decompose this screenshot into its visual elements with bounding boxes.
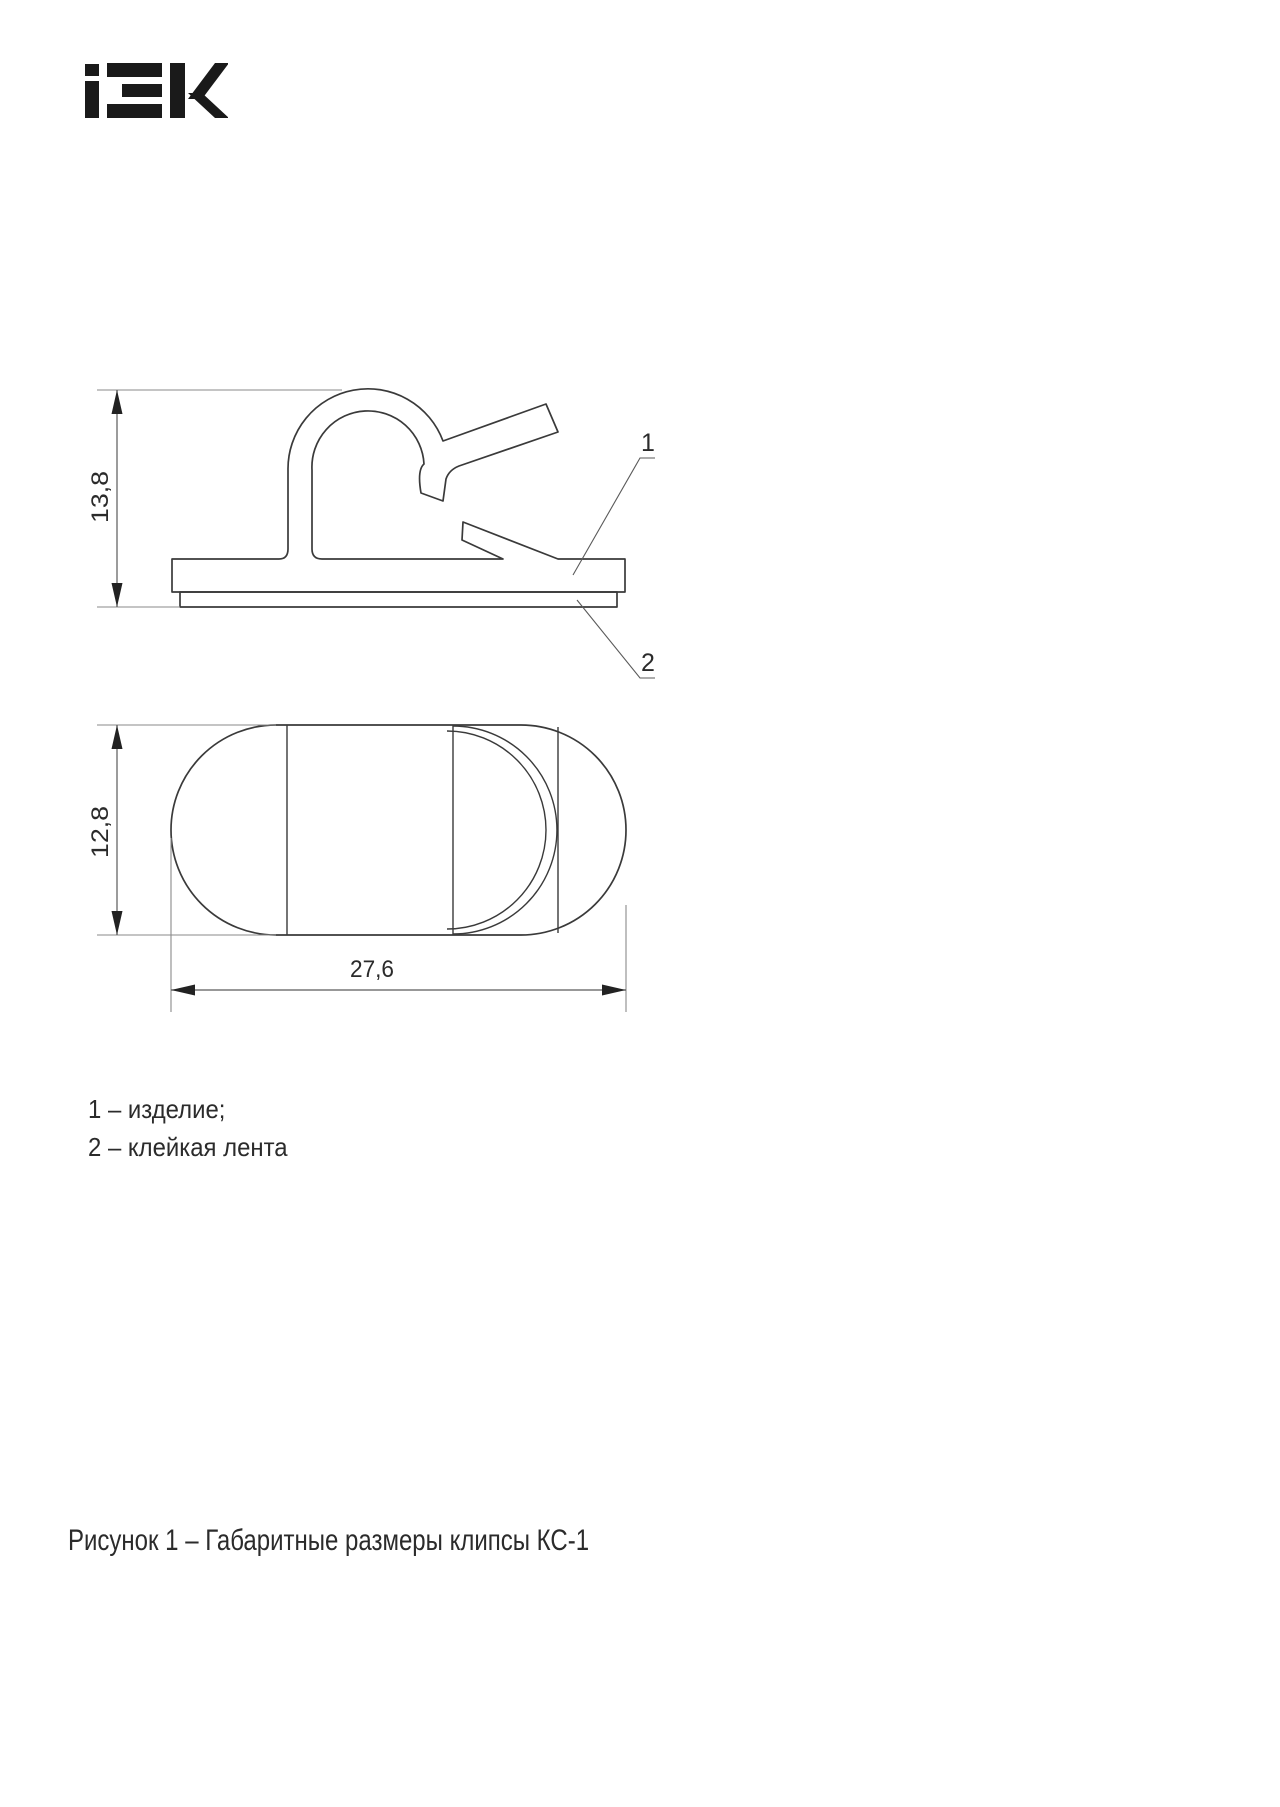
side-view-clip-outline bbox=[172, 389, 625, 592]
arrowhead-up bbox=[112, 725, 123, 749]
top-view-height-dimension bbox=[87, 725, 276, 935]
arrowhead-down bbox=[112, 911, 123, 935]
callout-tape bbox=[577, 600, 655, 678]
legend-item-product-label: 1 – изделие; bbox=[88, 1094, 226, 1124]
figure-caption bbox=[68, 1524, 719, 1558]
legend bbox=[88, 1090, 305, 1166]
figure-caption-text: Рисунок 1 – Габаритные размеры клипсы КС-1 bbox=[68, 1524, 590, 1557]
dimension-value-13-8: 13,8 bbox=[87, 476, 114, 523]
callout-label-1: 1 bbox=[641, 429, 655, 457]
legend-item-tape-label: 2 – клейкая лента bbox=[88, 1132, 288, 1162]
callout-label-2: 2 bbox=[641, 649, 655, 677]
callout-product bbox=[573, 429, 655, 575]
legend-item-product bbox=[88, 1090, 305, 1128]
top-view-arc-outer bbox=[453, 726, 557, 934]
side-view bbox=[172, 389, 625, 607]
leader-line-1 bbox=[573, 458, 655, 575]
dimension-value-27-6: 27,6 bbox=[350, 956, 394, 983]
arrowhead-up bbox=[112, 390, 123, 414]
side-view-tape-outline bbox=[180, 592, 617, 607]
arrowhead-down bbox=[112, 583, 123, 607]
top-view bbox=[171, 725, 626, 935]
dimension-value-12-8: 12,8 bbox=[87, 811, 114, 858]
arrowhead-right bbox=[602, 985, 626, 996]
arrowhead-left bbox=[171, 985, 195, 996]
legend-item-tape bbox=[88, 1128, 305, 1166]
